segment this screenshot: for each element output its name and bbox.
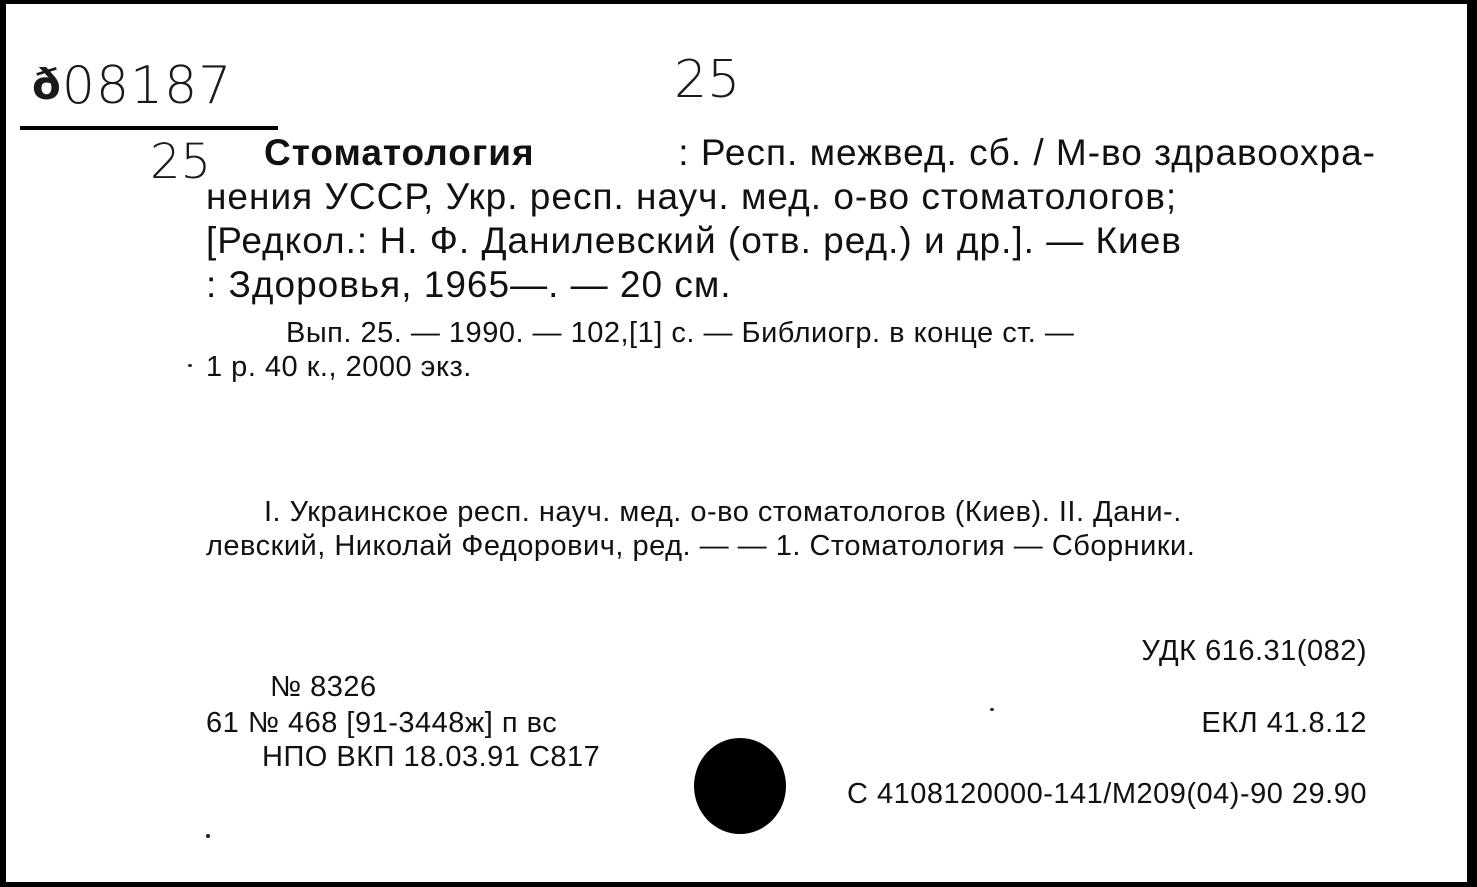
punch-hole	[694, 738, 786, 834]
entry-line-1-rest: : Респ. межвед. сб. / М-во здравоохра-	[678, 132, 1376, 173]
speck	[990, 708, 994, 711]
index-code: С 4108120000-141/М209(04)-90 29.90	[846, 778, 1367, 810]
entry-line-2: нения УССР, Укр. респ. науч. мед. о-во стоматологов;	[206, 176, 1178, 217]
tracings-line-2: левский, Николай Федорович, ред. — — 1. Стоматология — Сборники.	[206, 530, 1196, 562]
speck	[206, 834, 210, 838]
entry-line-1	[264, 132, 1376, 174]
udk-code: УДК 616.31(082)	[1141, 635, 1367, 667]
issue-line-2: 1 р. 40 к., 2000 экз.	[206, 351, 472, 383]
ekl-code: ЕКЛ 41.8.12	[1201, 707, 1367, 739]
tracings-line-1: I. Украинское респ. науч. мед. о-во стоматологов (Киев). II. Дани-.	[264, 496, 1182, 528]
side-number: 25	[150, 134, 212, 190]
issue-line-1: Вып. 25. — 1990. — 102,[1] с. — Библиогр. в конце ст. —	[286, 317, 1075, 349]
call-prefix-glyph: ð	[32, 60, 62, 109]
top-number: 25	[674, 50, 741, 110]
npo-line: НПО ВКП 18.03.91 С817	[262, 741, 601, 773]
entry-title: Стоматология	[264, 132, 535, 173]
entry-line-4: : Здоровья, 1965—. — 20 см.	[206, 264, 732, 305]
record-number: 61 № 468 [91-3448ж] п вс	[206, 707, 558, 739]
call-number-underline	[20, 126, 278, 130]
entry-line-3: [Редкол.: Н. Ф. Данилевский (отв. ред.) и др.]. — Киев	[206, 220, 1182, 261]
order-number: № 8326	[270, 671, 377, 703]
speck	[188, 364, 192, 367]
call-number: ð08187	[32, 56, 233, 116]
